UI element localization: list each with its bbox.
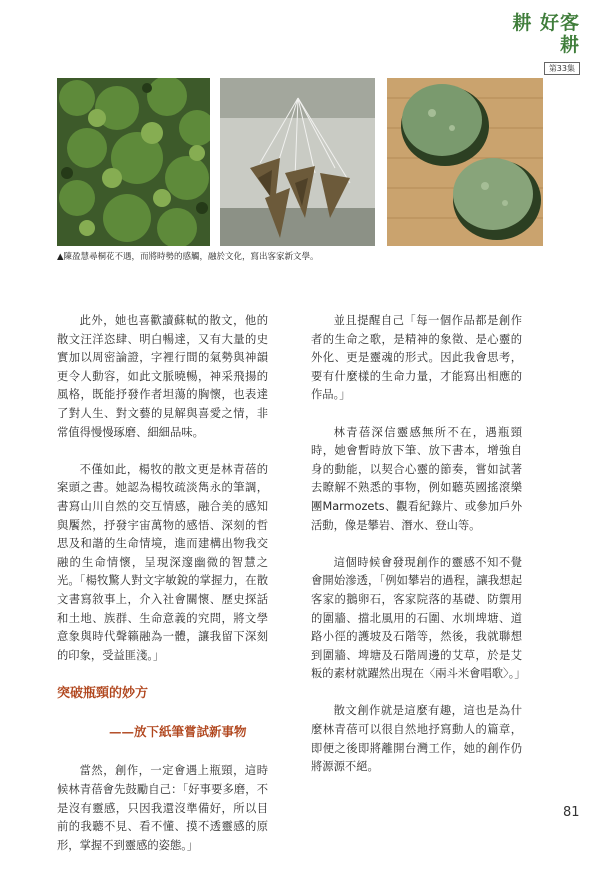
page-number: 81 — [563, 805, 580, 820]
left-column — [57, 312, 268, 874]
paragraph: 此外，她也喜歡讀蘇軾的散文，他的散文汪洋恣肆、明白暢達，又有大量的史實加以周密論證，字裡行間的氣勢與神韻更令人動容，如此文脈曉暢，神采飛揚的風格，既能抒發作者坦蕩的胸懷，也表達了對人生、對文藝的見解與喜愛之情，非常值得慢慢琢磨、細細品味。 — [57, 314, 268, 439]
paragraph: 林青蓓深信靈感無所不在，遇瓶頸時，她會暫時放下筆、放下書本，增強自身的動能，以契合心靈的節奏，嘗如試著去瞭解不熟悉的事物，例如聽英國搖滾樂團Marmozets、觀看紀錄片、或參加戶外活動，像是攀岩、潛水、登山等。 — [311, 425, 522, 532]
plant-photo — [57, 78, 210, 246]
rice-cake-photo — [387, 78, 543, 246]
right-column — [311, 312, 526, 795]
magazine-logo — [494, 12, 580, 75]
section-heading: 突破瓶頸的妙方 — [57, 685, 149, 701]
paragraph: 不僅如此，楊牧的散文更是林青蓓的案頭之書。她認為楊牧疏淡雋永的筆調，書寫山川自然的交互情感，融合美的感知與饜然，抒發宇宙萬物的感悟、深刻的哲思及和諧的生命情境，進而建構出物我交融的生命情懷，呈現深邃幽微的智慧之光。「楊牧驚人對文字敏銳的掌握力，在散文書寫敘事上，介入社會關懷、歷史探話和土地、族群、生命意義的究問，將文學意象與時代聲籟融為一體，讓我留下深刻的印象，受益匪淺。」 — [57, 462, 268, 662]
section-subheading: ——放下紙筆嘗試新事物 — [109, 724, 247, 740]
paragraph: 這個時候會發現創作的靈感不知不覺會開始滲透，「例如攀岩的過程，讓我想起客家的鵝卵石，客家院落的基礎、防禦用的圍牆、擋北風用的石圍、水圳埤塘、道路小徑的護坡及石階等，然後，我就聯想到圍牆、埤塘及石階周邊的艾草，於是艾粄的素材就躍然出現在〈兩斗米會唱歌〉。」 — [311, 555, 526, 681]
zongzi-photo — [220, 78, 375, 246]
photo-caption: ▲陳盈慧尋桐花不遇，而將時勢的感觸，融於文化，寫出客家新文學。 — [57, 252, 319, 262]
photo-strip — [57, 78, 543, 246]
paragraph: 當然，創作，一定會遇上瓶頸，這時候林青蓓會先鼓勵自己：「好事要多磨，不是沒有靈感，只因我還沒準備好，所以目前的我聽不見、看不懂、摸不透靈感的原形，掌握不到靈感的姿態。」 — [57, 764, 268, 852]
issue-label: 第33集 — [544, 62, 580, 75]
paragraph: 散文創作就是這麼有趣，這也是為什麼林青蓓可以很自然地抒寫動人的篇章，即便之後即將離開台灣工作，她的創作仍將源源不絕。 — [311, 704, 522, 774]
paragraph: 並且提醒自己「每一個作品都是創作者的生命之歌，是精神的象徵、是心靈的外化、更是靈魂的形式。因此我會思考，要有什麼樣的生命力量，才能寫出相應的作品。」 — [311, 314, 522, 402]
logo-text: 耕 好客耕 — [512, 12, 580, 56]
